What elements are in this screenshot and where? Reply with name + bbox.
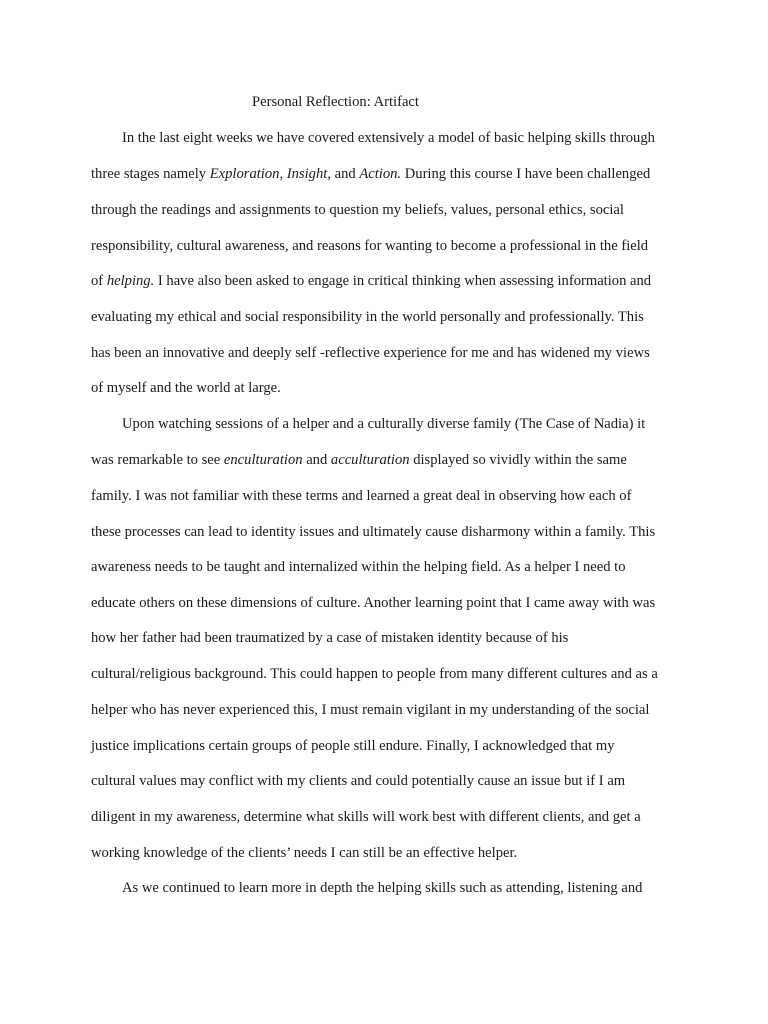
paragraph-line: family. I was not familiar with these terms and learned a great deal in observing how each of [91, 488, 632, 504]
paragraph-line: educate others on these dimensions of culture. Another learning point that I came away with was [91, 595, 656, 611]
text-run: I have also been asked to engage in critical thinking when assessing information and [154, 273, 652, 289]
italic-term: helping. [106, 273, 155, 289]
paragraph-line: these processes can lead to identity issues and ultimately cause disharmony within a family. This [91, 524, 656, 540]
paragraph-line: evaluating my ethical and social responsibility in the world personally and professionally. This [91, 309, 644, 325]
italic-term: Exploration, Insight, [209, 166, 331, 182]
paragraph-line [91, 450, 627, 470]
italic-term: Action. [359, 166, 402, 182]
paragraph-line: responsibility, cultural awareness, and reasons for wanting to become a professional in the field [91, 238, 649, 254]
text-run: was remarkable to see [91, 452, 224, 468]
paragraph-line: justice implications certain groups of people still endure. Finally, I acknowledged that my [91, 738, 615, 754]
text-run: of [91, 273, 107, 289]
paragraph-line: working knowledge of the clients’ needs I can still be an effective helper. [91, 845, 518, 861]
text-run: three stages namely [91, 166, 210, 182]
paragraph-line [91, 271, 651, 291]
paragraph-line: of myself and the world at large. [91, 380, 281, 396]
paragraph-line: helper who has never experienced this, I must remain vigilant in my understanding of the social [91, 702, 650, 718]
text-run: During this course I have been challenged [401, 166, 651, 182]
paragraph-line: how her father had been traumatized by a case of mistaken identity because of his [91, 630, 569, 646]
paragraph-line: through the readings and assignments to question my beliefs, values, personal ethics, social [91, 202, 624, 218]
paragraph-line: cultural/religious background. This could happen to people from many different cultures and as a [91, 666, 658, 682]
text-run: and [330, 166, 360, 182]
text-run: displayed so vividly within the same [409, 452, 627, 468]
paragraph-line [91, 164, 650, 184]
paragraph-line: Upon watching sessions of a helper and a culturally diverse family (The Case of Nadia) it [122, 416, 646, 432]
paragraph-line: In the last eight weeks we have covered extensively a model of basic helping skills through [122, 130, 655, 146]
paragraph-line: As we continued to learn more in depth the helping skills such as attending, listening and [122, 880, 643, 896]
paragraph-line: diligent in my awareness, determine what skills will work best with different clients, and get a [91, 809, 641, 825]
document-title: Personal Reflection: Artifact [252, 94, 419, 110]
paragraph-line: cultural values may conflict with my clients and could potentially cause an issue but if I am [91, 773, 626, 789]
italic-term: enculturation [223, 452, 303, 468]
paragraph-line: awareness needs to be taught and internalized within the helping field. As a helper I need to [91, 559, 626, 575]
paragraph-line: has been an innovative and deeply self -reflective experience for me and has widened my views [91, 345, 650, 361]
text-run: and [302, 452, 331, 468]
italic-term: acculturation [330, 452, 410, 468]
